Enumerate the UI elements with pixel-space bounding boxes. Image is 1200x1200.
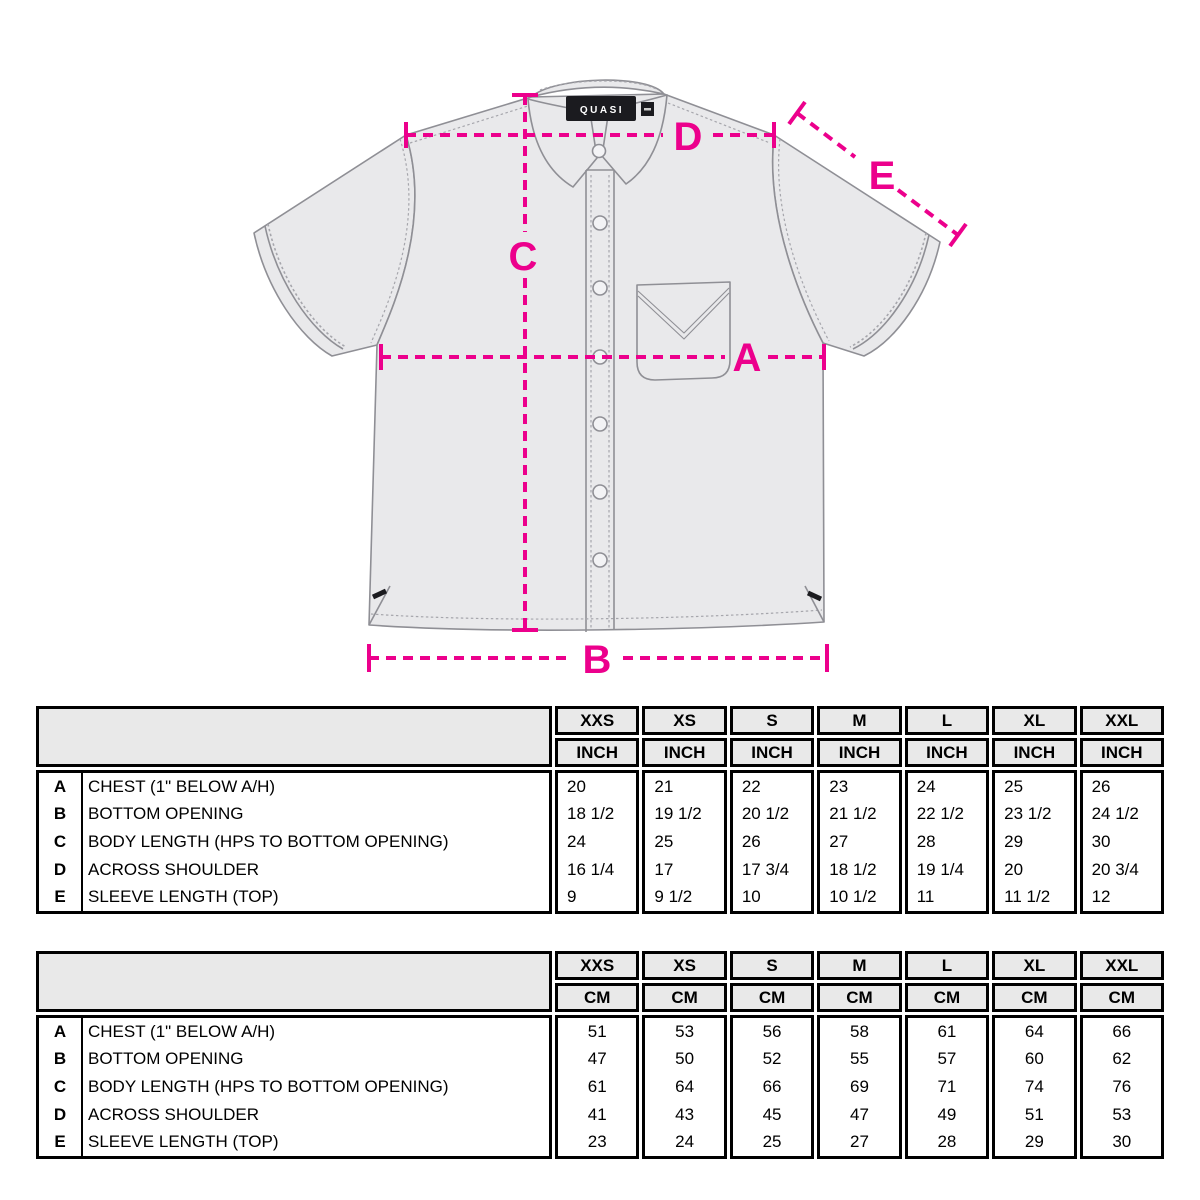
size-value: 45 — [762, 1104, 782, 1124]
size-column-header: XS — [642, 951, 726, 980]
size-value: 10 1/2 — [829, 887, 877, 907]
row-description: BODY LENGTH (HPS TO BOTTOM OPENING) — [88, 1076, 449, 1096]
size-value: 9 — [567, 887, 577, 907]
table-row — [39, 883, 549, 911]
size-value-column — [905, 770, 989, 914]
row-description: SLEEVE LENGTH (TOP) — [88, 1132, 279, 1152]
collar-button — [593, 145, 606, 158]
size-value: 60 — [1024, 1049, 1044, 1069]
size-value: 27 — [829, 831, 849, 851]
size-value: 20 — [1004, 859, 1024, 879]
size-value-column — [1080, 770, 1164, 914]
size-column-header: XXS — [555, 706, 639, 735]
unit-header: INCH — [817, 738, 901, 767]
brand-label: QUASI — [579, 105, 625, 116]
row-description: BODY LENGTH (HPS TO BOTTOM OPENING) — [88, 831, 449, 851]
size-value: 24 — [675, 1132, 695, 1152]
unit-header: INCH — [555, 738, 639, 767]
size-value-column — [992, 770, 1076, 914]
size-value: 26 — [1091, 776, 1111, 796]
size-value: 9 1/2 — [654, 887, 693, 907]
size-value: 58 — [850, 1021, 869, 1041]
unit-header: CM — [817, 983, 901, 1012]
size-value: 30 — [1112, 1132, 1132, 1152]
size-value: 61 — [587, 1076, 607, 1096]
size-value: 26 — [741, 831, 761, 851]
size-value: 22 — [741, 776, 761, 796]
size-value-column — [817, 1015, 901, 1159]
size-value-column — [817, 770, 901, 914]
size-column-header: XL — [992, 706, 1076, 735]
size-value: 27 — [850, 1132, 869, 1152]
measurement-label-column — [36, 1015, 552, 1159]
size-value: 16 1/4 — [567, 859, 615, 879]
size-value-column — [642, 770, 726, 914]
size-value: 11 — [916, 887, 935, 907]
row-letter: A — [39, 1018, 83, 1046]
size-value: 24 — [567, 831, 586, 851]
table-corner-cell — [36, 706, 552, 767]
size-value: 66 — [1112, 1021, 1132, 1041]
unit-header: CM — [992, 983, 1076, 1012]
size-value: 64 — [675, 1076, 695, 1096]
size-column-header: XL — [992, 951, 1076, 980]
size-value: 69 — [850, 1076, 869, 1096]
size-value: 61 — [937, 1021, 957, 1041]
size-value: 21 1/2 — [829, 804, 877, 824]
size-value-column — [642, 1015, 726, 1159]
size-value: 18 1/2 — [829, 859, 877, 879]
size-value: 19 1/2 — [654, 804, 702, 824]
size-value: 51 — [587, 1021, 607, 1041]
table-row — [39, 1018, 549, 1046]
row-description: BOTTOM OPENING — [88, 1049, 244, 1069]
size-value: 49 — [937, 1104, 957, 1124]
size-value: 28 — [937, 1132, 957, 1152]
size-value: 47 — [850, 1104, 869, 1124]
measurement-label-e: E — [868, 154, 896, 198]
row-letter: C — [39, 1073, 83, 1101]
unit-header: CM — [730, 983, 814, 1012]
size-value: 64 — [1024, 1021, 1044, 1041]
row-letter: D — [39, 1101, 83, 1129]
size-value: 20 1/2 — [741, 804, 790, 824]
size-value: 29 — [1024, 1132, 1044, 1152]
size-value: 17 3/4 — [741, 859, 790, 879]
size-value: 47 — [587, 1049, 607, 1069]
size-column-header: S — [730, 951, 814, 980]
chest-pocket — [637, 282, 730, 380]
size-value: 23 1/2 — [1004, 804, 1052, 824]
unit-header: INCH — [642, 738, 726, 767]
unit-header: CM — [642, 983, 726, 1012]
size-value: 10 — [741, 887, 761, 907]
row-description: CHEST (1" BELOW A/H) — [88, 1021, 276, 1041]
size-column-header: XXL — [1080, 706, 1164, 735]
row-letter: B — [39, 801, 83, 829]
size-value: 19 1/4 — [916, 859, 964, 879]
measurement-label-d: D — [673, 115, 703, 159]
size-column-header: XXS — [555, 951, 639, 980]
measurement-label-column — [36, 770, 552, 914]
size-value: 53 — [1112, 1104, 1132, 1124]
row-description: BOTTOM OPENING — [88, 804, 244, 824]
size-value: 25 — [1004, 776, 1024, 796]
size-column-header: L — [905, 951, 989, 980]
size-value: 56 — [762, 1021, 782, 1041]
table-row — [39, 1073, 549, 1101]
unit-header: CM — [905, 983, 989, 1012]
unit-header: INCH — [1080, 738, 1164, 767]
table-row — [39, 828, 549, 856]
size-value: 66 — [762, 1076, 782, 1096]
size-column-header: S — [730, 706, 814, 735]
unit-header: CM — [555, 983, 639, 1012]
size-value: 24 1/2 — [1091, 804, 1139, 824]
unit-header: INCH — [905, 738, 989, 767]
size-value: 25 — [762, 1132, 782, 1152]
table-row — [39, 801, 549, 829]
size-value-column — [992, 1015, 1076, 1159]
unit-header: INCH — [730, 738, 814, 767]
size-column-header: M — [817, 951, 901, 980]
row-letter: E — [39, 883, 83, 911]
row-description: ACROSS SHOULDER — [88, 859, 259, 879]
unit-header: INCH — [992, 738, 1076, 767]
size-value: 20 — [567, 776, 586, 796]
size-value: 57 — [937, 1049, 957, 1069]
size-table-inch — [36, 706, 1164, 914]
size-value: 51 — [1024, 1104, 1044, 1124]
row-description: SLEEVE LENGTH (TOP) — [88, 887, 279, 907]
row-letter: B — [39, 1046, 83, 1074]
size-value: 52 — [762, 1049, 782, 1069]
size-value: 29 — [1004, 831, 1024, 851]
size-value: 12 — [1091, 887, 1111, 907]
size-value-column — [555, 770, 639, 914]
size-value-column — [730, 1015, 814, 1159]
size-value: 71 — [937, 1076, 957, 1096]
size-value: 24 — [916, 776, 936, 796]
size-value: 55 — [850, 1049, 869, 1069]
measurement-label-b: B — [582, 638, 612, 682]
size-value: 43 — [675, 1104, 695, 1124]
size-column-header: M — [817, 706, 901, 735]
row-letter: C — [39, 828, 83, 856]
size-value: 23 — [829, 776, 849, 796]
size-table-cm — [36, 951, 1164, 1159]
size-value: 21 — [654, 776, 674, 796]
size-column-header: XS — [642, 706, 726, 735]
size-value: 20 3/4 — [1091, 859, 1139, 879]
shirt-drawing — [254, 80, 940, 632]
size-value: 41 — [587, 1104, 607, 1124]
size-value: 17 — [654, 859, 674, 879]
size-value: 22 1/2 — [916, 804, 964, 824]
measurement-label-c: C — [508, 235, 538, 279]
size-value: 11 1/2 — [1004, 887, 1051, 907]
row-letter: E — [39, 1128, 83, 1156]
row-letter: A — [39, 773, 83, 801]
size-value: 53 — [675, 1021, 695, 1041]
size-value: 28 — [916, 831, 936, 851]
size-column-header: XXL — [1080, 951, 1164, 980]
size-column-header: L — [905, 706, 989, 735]
size-value-column — [1080, 1015, 1164, 1159]
size-value: 18 1/2 — [567, 804, 615, 824]
measurement-label-a: A — [732, 336, 762, 380]
row-letter: D — [39, 856, 83, 884]
size-value: 74 — [1024, 1076, 1044, 1096]
table-corner-cell — [36, 951, 552, 1012]
table-row — [39, 856, 549, 884]
size-value: 25 — [654, 831, 674, 851]
size-value: 23 — [587, 1132, 607, 1152]
table-row — [39, 773, 549, 801]
table-row — [39, 1128, 549, 1156]
row-description: ACROSS SHOULDER — [88, 1104, 259, 1124]
size-value-column — [730, 770, 814, 914]
size-value-column — [555, 1015, 639, 1159]
size-value: 62 — [1112, 1049, 1132, 1069]
size-value: 50 — [675, 1049, 695, 1069]
table-row — [39, 1101, 549, 1129]
row-description: CHEST (1" BELOW A/H) — [88, 776, 276, 796]
size-value-column — [905, 1015, 989, 1159]
unit-header: CM — [1080, 983, 1164, 1012]
size-value: 76 — [1112, 1076, 1132, 1096]
size-value: 30 — [1091, 831, 1111, 851]
table-row — [39, 1046, 549, 1074]
